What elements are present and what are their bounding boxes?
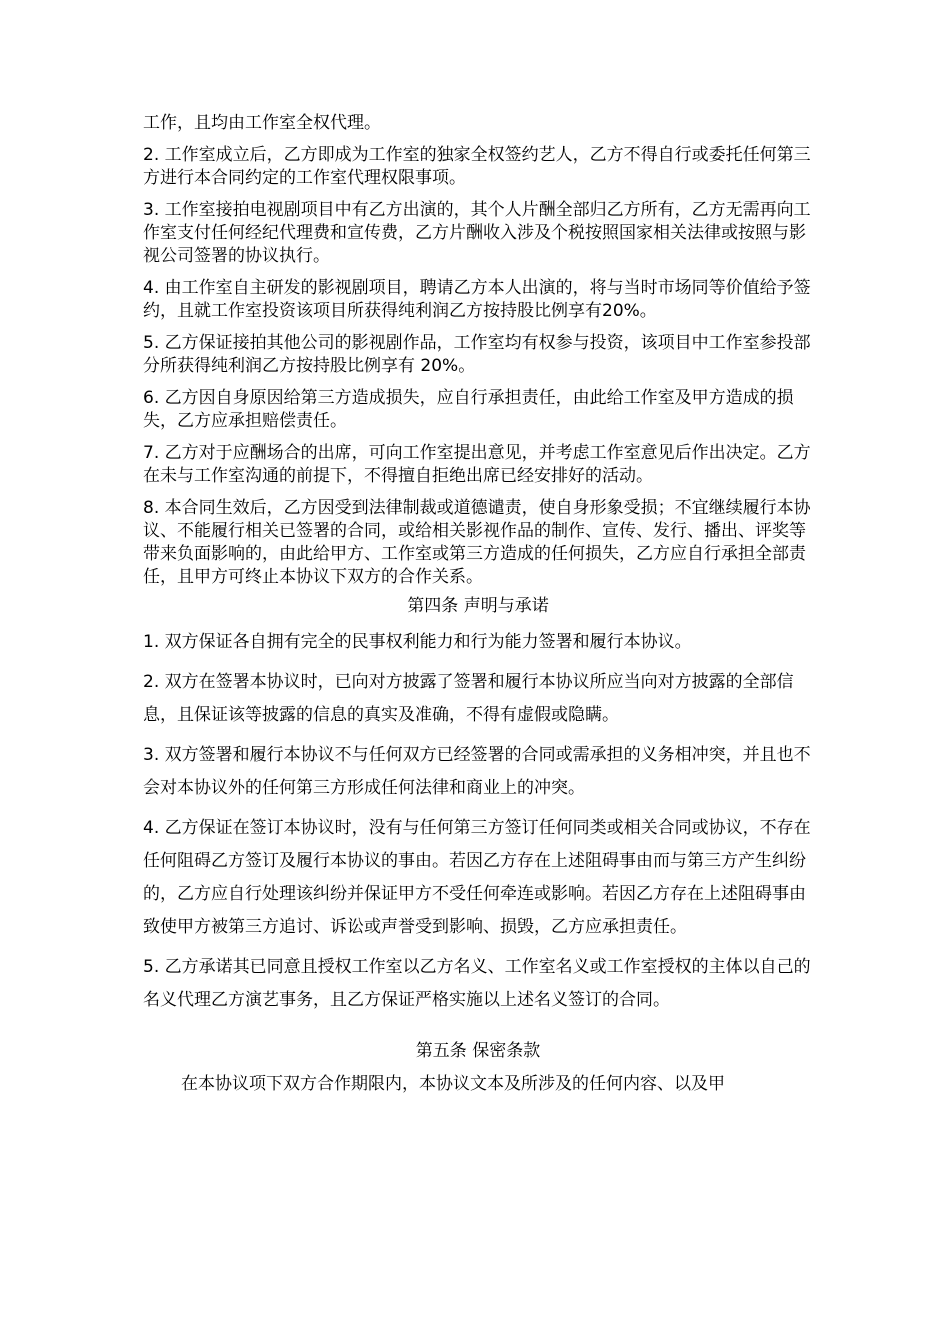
paragraph-continuation: 工作，且均由工作室全权代理。 [143, 113, 381, 133]
article-4-heading: 第四条 声明与承诺 [407, 596, 549, 616]
clause-7: 7. 乙方对于应酬场合的出席，可向工作室提出意见，并考虑工作室意见后作出决定。乙方在未与工作室沟通的前提下，不得擅自拒绝出席已经安排好的活动。 [143, 443, 811, 486]
clause-8: 8. 本合同生效后，乙方因受到法律制裁或道德谴责，使自身形象受损；不宜继续履行本协议、不能履行相关已签署的合同，或给相关影视作品的制作、宣传、发行、播出、评奖等带来负面影响的，由此给甲方、工作室或第三方造成的任何损失，乙方应自行承担全部责任，且甲方可终止本协议下双方的合作关系。 [143, 498, 811, 587]
clause-6: 6. 乙方因自身原因给第三方造成损失，应自行承担责任，由此给工作室及甲方造成的损失，乙方应承担赔偿责任。 [143, 388, 794, 431]
article-5-heading: 第五条 保密条款 [415, 1041, 541, 1061]
clause-4: 4. 由工作室自主研发的影视剧项目，聘请乙方本人出演的，将与当时市场同等价值给予签约，且就工作室投资该项目所获得纯利润乙方按持股比例享有20%。 [143, 278, 811, 321]
article-4-item-4: 4. 乙方保证在签订本协议时，没有与任何第三方签订任何同类或相关合同或协议，不存在任何阻碍乙方签订及履行本协议的事由。若因乙方存在上述阻碍事由而与第三方产生纠纷的，乙方应自行处理该纠纷并保证甲方不受任何牵连或影响。若因乙方存在上述阻碍事由致使甲方被第三方追讨、诉讼或声誉受到影响、损毁，乙方应承担责任。 [143, 818, 811, 937]
article-4-item-1: 1. 双方保证各自拥有完全的民事权利能力和行为能力签署和履行本协议。 [143, 632, 692, 652]
clause-2: 2. 工作室成立后，乙方即成为工作室的独家全权签约艺人，乙方不得自行或委托任何第三方进行本合同约定的工作室代理权限事项。 [143, 145, 811, 188]
clause-3: 3. 工作室接拍电视剧项目中有乙方出演的，其个人片酬全部归乙方所有，乙方无需再向工作室支付任何经纪代理费和宣传费，乙方片酬收入涉及个税按照国家相关法律或按照与影视公司签署的协议执行。 [143, 200, 811, 266]
clause-5: 5. 乙方保证接拍其他公司的影视剧作品，工作室均有权参与投资，该项目中工作室参投部分所获得纯利润乙方按持股比例享有 20%。 [143, 333, 811, 376]
article-4-item-3: 3. 双方签署和履行本协议不与任何双方已经签署的合同或需承担的义务相冲突，并且也不会对本协议外的任何第三方形成任何法律和商业上的冲突。 [143, 745, 811, 798]
article-4-item-5: 5. 乙方承诺其已同意且授权工作室以乙方名义、工作室名义或工作室授权的主体以自己的名义代理乙方演艺事务，且乙方保证严格实施以上述名义签订的合同。 [143, 957, 811, 1010]
article-5-paragraph: 在本协议项下双方合作期限内，本协议文本及所涉及的任何内容、以及甲 [181, 1074, 725, 1094]
article-4-item-2: 2. 双方在签署本协议时，已向对方披露了签署和履行本协议所应当向对方披露的全部信息，且保证该等披露的信息的真实及准确，不得有虚假或隐瞒。 [143, 672, 794, 725]
document-page [143, 112, 813, 1101]
